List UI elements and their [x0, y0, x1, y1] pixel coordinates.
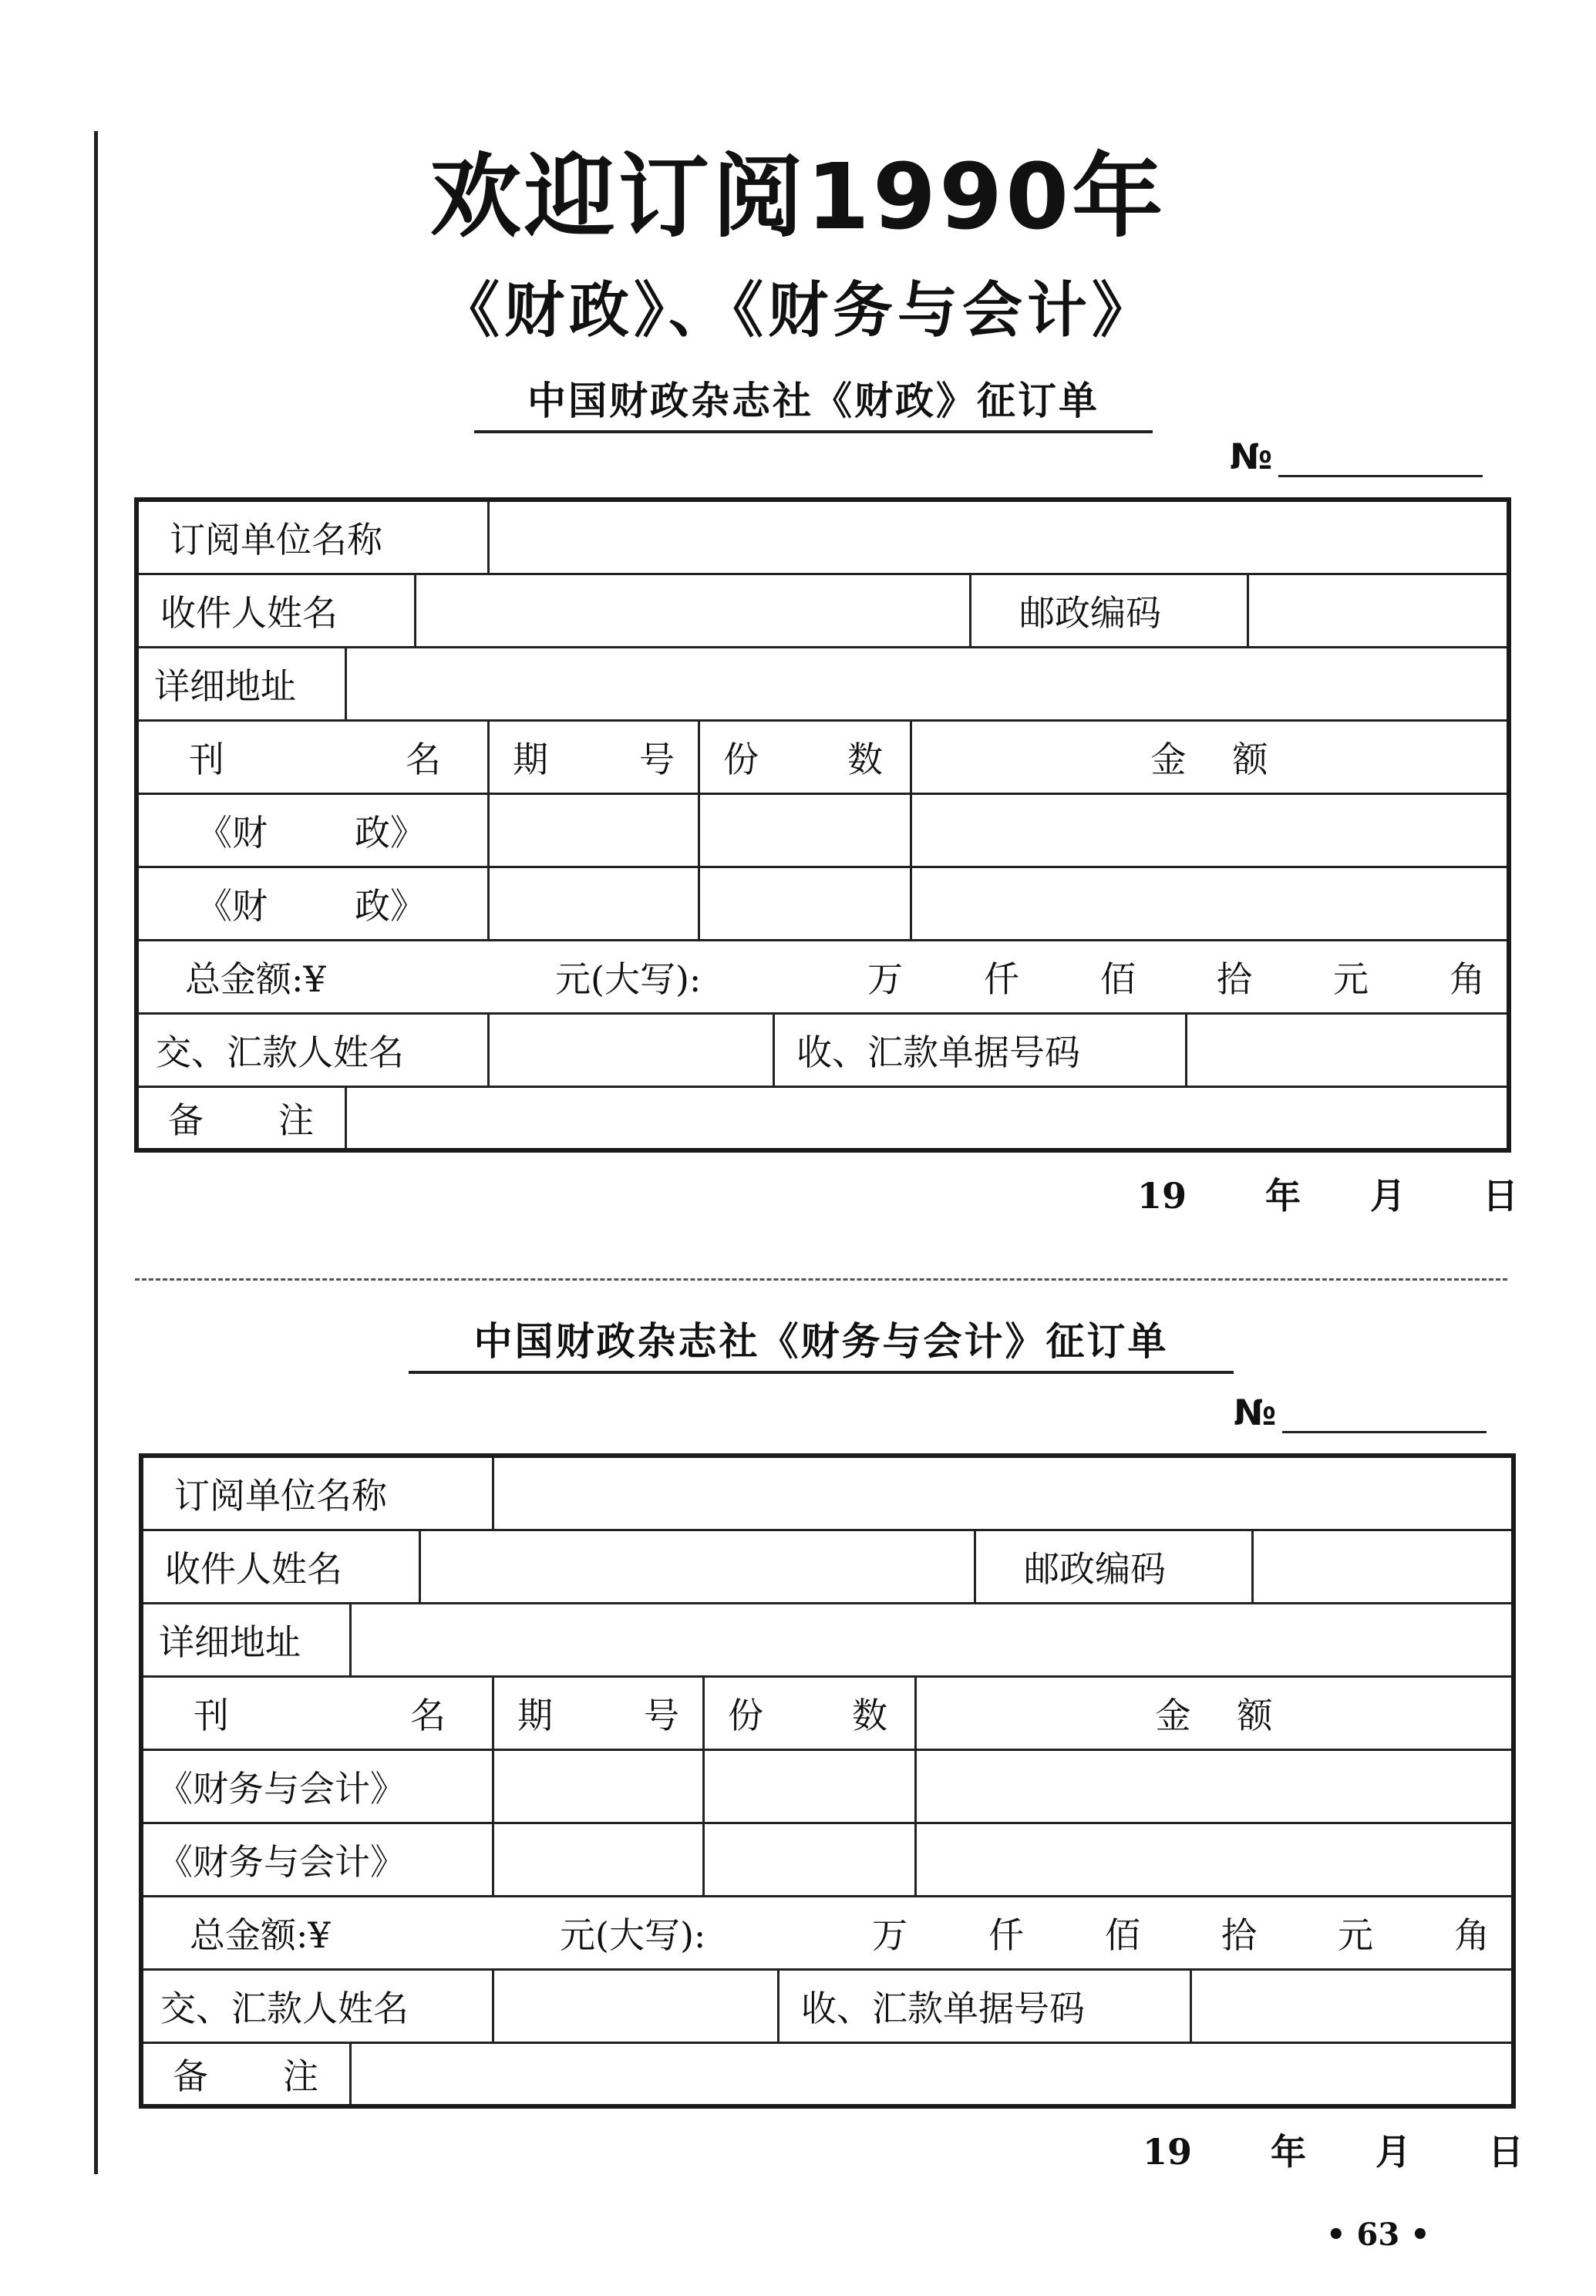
row-recipient: [139, 575, 1507, 648]
caps-label: 元(大写):: [555, 958, 702, 1000]
address-label: 详细地址: [143, 1604, 352, 1675]
margin-rule: [94, 131, 98, 2174]
col-amount-header: [917, 1678, 1511, 1749]
form-1-heading: 中国财政杂志社《财政》征订单: [474, 370, 1153, 433]
unit-jiao: 角: [1450, 958, 1485, 1000]
item-1-title-b: 政》: [355, 812, 426, 853]
unit-qian: 仟: [984, 958, 1019, 1000]
total-label: 总金额:¥: [185, 958, 326, 1000]
item-1-issue-field[interactable]: [490, 795, 700, 866]
col-amount-header-1: 金: [1150, 739, 1187, 780]
item-2-title-b: 政》: [355, 885, 426, 927]
unit-name-field[interactable]: [490, 502, 1507, 573]
col-issue-header: [490, 722, 700, 793]
recipient-field[interactable]: [416, 575, 971, 646]
row-address: [139, 648, 1507, 722]
item-1-amount-field[interactable]: [917, 1751, 1511, 1822]
payer-field[interactable]: [494, 1971, 779, 2042]
item-2-issue-field[interactable]: [490, 868, 700, 939]
item-1-copies-field[interactable]: [700, 795, 912, 866]
item-2-title-a: 《财务与会计》: [157, 1841, 406, 1883]
col-issue-header-1: 期: [517, 1695, 553, 1736]
col-title-header: [139, 722, 490, 793]
address-field[interactable]: [347, 648, 1507, 719]
receipt-field[interactable]: [1192, 1971, 1511, 2042]
address-field[interactable]: [352, 1604, 1511, 1675]
form-2: [139, 1453, 1516, 2109]
col-copies-header-1: 份: [723, 739, 759, 780]
item-1-title: [143, 1751, 494, 1822]
form-1: [134, 497, 1511, 1153]
page-number: • 63 •: [1326, 2217, 1430, 2253]
date-month: 月: [1370, 1175, 1406, 1217]
unit-yuan: 元: [1333, 958, 1369, 1000]
page-subtitle: 《财政》、《财务与会计》: [439, 276, 1157, 345]
col-issue-header-2: 号: [639, 739, 675, 780]
form-1-number-label: №: [1230, 436, 1273, 477]
unit-shi: 拾: [1221, 1914, 1257, 1956]
row-unit-name: [143, 1458, 1511, 1531]
row-total: [143, 1897, 1511, 1971]
col-amount-header-2: 额: [1237, 1695, 1273, 1736]
unit-bai: 佰: [1100, 958, 1136, 1000]
col-amount-header: [912, 722, 1507, 793]
note-label-1: 备: [168, 1099, 204, 1141]
total-label: 总金额:¥: [190, 1914, 331, 1956]
unit-wan: 万: [872, 1914, 907, 1956]
form-1-number: [1230, 436, 1483, 477]
row-header: [139, 722, 1507, 795]
col-issue-header: [494, 1678, 705, 1749]
row-payer: [139, 1015, 1507, 1088]
date-month: 月: [1375, 2131, 1412, 2173]
col-issue-header-1: 期: [513, 739, 548, 780]
col-copies-header: [700, 722, 912, 793]
postcode-label: 邮政编码: [971, 575, 1249, 646]
item-1-title-a: 《财务与会计》: [157, 1768, 406, 1810]
recipient-label: 收件人姓名: [143, 1531, 421, 1602]
note-field[interactable]: [352, 2044, 1511, 2104]
col-title-header-2: 名: [410, 1695, 446, 1736]
form-1-number-field[interactable]: [1278, 444, 1483, 477]
col-copies-header: [705, 1678, 917, 1749]
note-label-2: 注: [278, 1099, 314, 1141]
item-1-title: [139, 795, 490, 866]
date-year: 年: [1265, 1175, 1301, 1217]
row-header: [143, 1678, 1511, 1751]
item-2-title-a: 《财: [197, 885, 268, 927]
payer-label: 交、汇款人姓名: [143, 1971, 494, 2042]
date-year-prefix: 19: [1137, 1175, 1187, 1217]
unit-name-label: 订阅单位名称: [139, 502, 490, 573]
recipient-field[interactable]: [421, 1531, 976, 1602]
row-recipient: [143, 1531, 1511, 1604]
unit-qian: 仟: [988, 1914, 1024, 1956]
unit-shi: 拾: [1217, 958, 1252, 1000]
unit-name-field[interactable]: [494, 1458, 1511, 1529]
row-note: [143, 2044, 1511, 2104]
unit-wan: 万: [867, 958, 903, 1000]
row-item-1: [143, 1751, 1511, 1824]
row-payer: [143, 1971, 1511, 2044]
form-2-heading: 中国财政杂志社《财务与会计》征订单: [409, 1311, 1234, 1374]
item-2-copies-field[interactable]: [700, 868, 912, 939]
item-1-amount-field[interactable]: [912, 795, 1507, 866]
cut-line: [135, 1278, 1507, 1281]
page-title: 欢迎订阅1990年: [429, 143, 1167, 250]
date-day: 日: [1488, 2131, 1524, 2173]
item-2-title: [139, 868, 490, 939]
item-1-copies-field[interactable]: [705, 1751, 917, 1822]
caps-units: [872, 1897, 1490, 1968]
col-copies-header-1: 份: [728, 1695, 763, 1736]
col-issue-header-2: 号: [644, 1695, 679, 1736]
form-2-date: [1143, 2124, 1524, 2175]
row-unit-name: [139, 502, 1507, 575]
note-label: [139, 1088, 347, 1148]
postcode-field[interactable]: [1254, 1531, 1511, 1602]
col-title-header-1: 刊: [189, 739, 224, 780]
receipt-field[interactable]: [1187, 1015, 1507, 1086]
payer-label: 交、汇款人姓名: [139, 1015, 490, 1086]
col-copies-header-2: 数: [847, 739, 883, 780]
row-address: [143, 1604, 1511, 1678]
caps-units: [867, 941, 1485, 1012]
form-2-number-label: №: [1234, 1392, 1277, 1433]
row-item-1: [139, 795, 1507, 868]
form-1-date: [1137, 1168, 1518, 1219]
date-year: 年: [1271, 2131, 1307, 2173]
note-label: [143, 2044, 352, 2104]
row-total: [139, 941, 1507, 1015]
item-2-amount-field[interactable]: [912, 868, 1507, 939]
unit-bai: 佰: [1105, 1914, 1140, 1956]
payer-field[interactable]: [490, 1015, 775, 1086]
date-year-prefix: 19: [1143, 2131, 1193, 2173]
item-1-title-a: 《财: [197, 812, 268, 853]
recipient-label: 收件人姓名: [139, 575, 416, 646]
unit-yuan: 元: [1338, 1914, 1373, 1956]
item-2-issue-field[interactable]: [494, 1824, 705, 1895]
postcode-field[interactable]: [1249, 575, 1507, 646]
item-1-issue-field[interactable]: [494, 1751, 705, 1822]
unit-jiao: 角: [1454, 1914, 1490, 1956]
address-label: 详细地址: [139, 648, 347, 719]
receipt-label: 收、汇款单据号码: [775, 1015, 1187, 1086]
note-field[interactable]: [347, 1088, 1507, 1148]
unit-name-label: 订阅单位名称: [143, 1458, 494, 1529]
col-amount-header-2: 额: [1232, 739, 1268, 780]
form-2-number: [1234, 1392, 1487, 1433]
row-item-2: [143, 1824, 1511, 1897]
item-2-amount-field[interactable]: [917, 1824, 1511, 1895]
form-2-number-field[interactable]: [1282, 1400, 1487, 1433]
col-copies-header-2: 数: [852, 1695, 887, 1736]
item-2-copies-field[interactable]: [705, 1824, 917, 1895]
col-title-header: [143, 1678, 494, 1749]
row-note: [139, 1088, 1507, 1148]
row-item-2: [139, 868, 1507, 941]
col-title-header-1: 刊: [194, 1695, 229, 1736]
receipt-label: 收、汇款单据号码: [779, 1971, 1192, 2042]
col-title-header-2: 名: [406, 739, 441, 780]
postcode-label: 邮政编码: [976, 1531, 1254, 1602]
note-label-1: 备: [173, 2055, 208, 2097]
col-amount-header-1: 金: [1155, 1695, 1191, 1736]
note-label-2: 注: [283, 2055, 318, 2097]
date-day: 日: [1483, 1175, 1519, 1217]
caps-label: 元(大写):: [560, 1914, 706, 1956]
item-2-title: [143, 1824, 494, 1895]
